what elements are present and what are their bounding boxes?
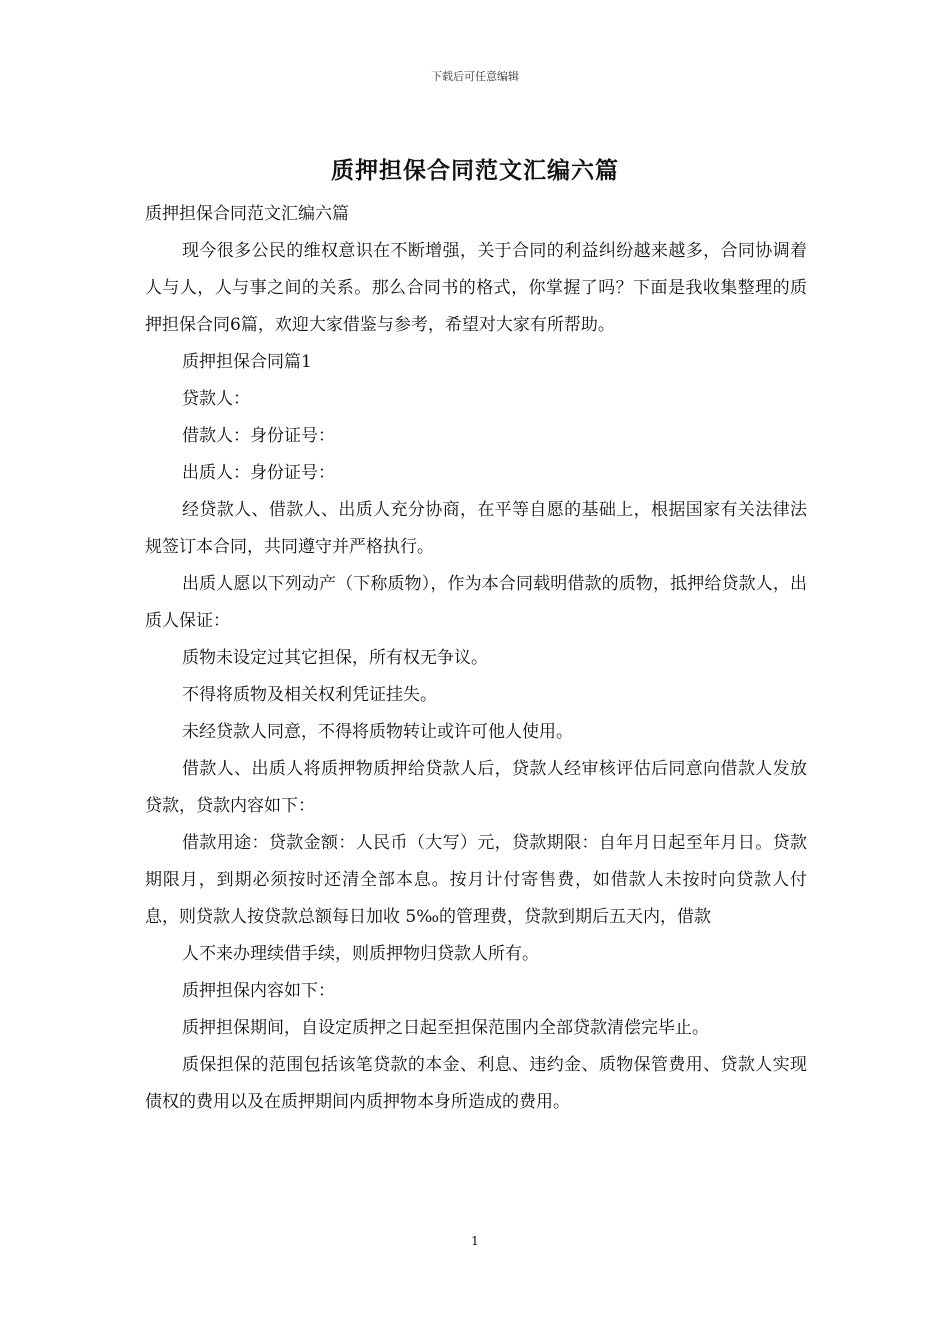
paragraph-renewal: 人不来办理续借手续，则质押物归贷款人所有。 <box>182 944 539 964</box>
document-title: 质押担保合同范文汇编六篇 <box>331 157 619 184</box>
section-heading: 质押担保合同篇1 <box>182 352 312 372</box>
paragraph-guarantee-2: 不得将质物及相关权利凭证挂失。 <box>182 685 437 705</box>
page-header: 下载后可任意编辑 <box>431 70 519 83</box>
page-number: 1 <box>471 1234 479 1248</box>
paragraph-intro: 现今很多公民的维权意识在不断增强，关于合同的利益纠纷越来越多，合同协调着人与人，人与事之间的关系。那么合同书的格式，你掌握了吗？下面是我收集整理的质押担保合同6篇，欢迎大家借鉴与参考，希望对大家有所帮助。 <box>145 241 807 335</box>
paragraph-guarantee-content: 质押担保内容如下： <box>182 981 335 1001</box>
paragraph-loan-terms: 借款用途：贷款金额：人民币（大写）元，贷款期限：自年月日起至年月日。贷款期限月，到期必须按时还清全部本息。按月计付寄售费，如借款人未按时向贷款人付息，则贷款人按贷款总额每日加收 5‰的管理费，贷款到期后五天内，借款 <box>145 833 807 927</box>
paragraph-agreement: 经贷款人、借款人、出质人充分协商，在平等自愿的基础上，根据国家有关法律法规签订本合同，共同遵守并严格执行。 <box>145 500 807 557</box>
paragraph-pledge-goods: 出质人愿以下列动产（下称质物），作为本合同载明借款的质物，抵押给贷款人，出质人保证： <box>145 574 807 631</box>
paragraph-guarantee-scope: 质保担保的范围包括该笔贷款的本金、利息、违约金、质物保管费用、贷款人实现债权的费用以及在质押期间内质押物本身所造成的费用。 <box>145 1055 807 1112</box>
paragraph-guarantee-period: 质押担保期间，自设定质押之日起至担保范围内全部贷款清偿完毕止。 <box>182 1018 709 1038</box>
document-body <box>145 196 807 1121</box>
paragraph-guarantee-3: 未经贷款人同意，不得将质物转让或许可他人使用。 <box>182 722 573 742</box>
paragraph-loan-issue: 借款人、出质人将质押物质押给贷款人后，贷款人经审核评估后同意向借款人发放贷款，贷款内容如下： <box>145 759 807 816</box>
paragraph-lender: 贷款人： <box>182 389 250 409</box>
paragraph-guarantee-1: 质物未设定过其它担保，所有权无争议。 <box>182 648 488 668</box>
paragraph-pledgor: 出质人：身份证号： <box>182 463 335 483</box>
paragraph-borrower: 借款人：身份证号： <box>182 426 335 446</box>
document-subtitle: 质押担保合同范文汇编六篇 <box>145 204 349 224</box>
